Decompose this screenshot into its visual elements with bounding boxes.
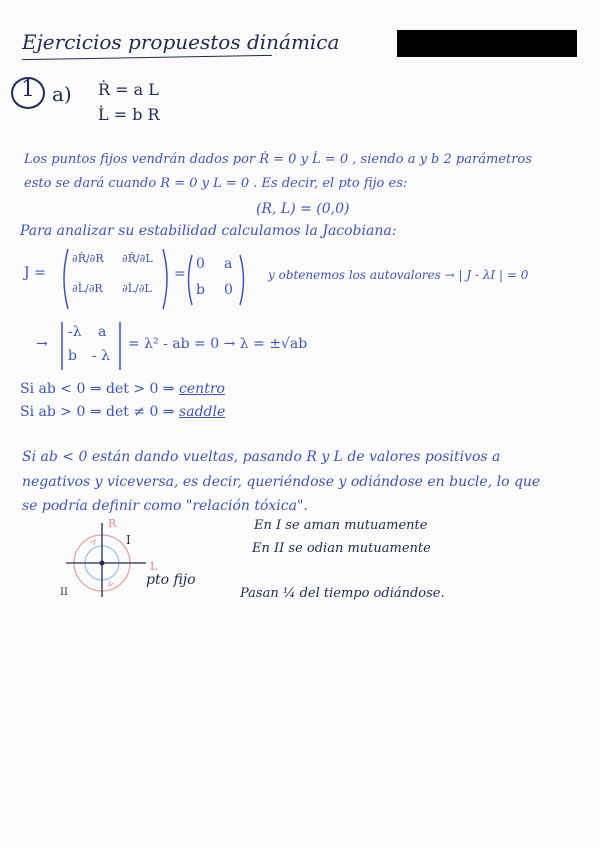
text-line-3: Para analizar su estabilidad calculamos la Jacobiana: [20,223,397,239]
case-2-prefix: Si ab > 0 ⇒ det ≠ 0 ⇒ [20,404,175,420]
jacobian-m11: ∂Ṙ/∂R [72,252,104,265]
axis-label-l: L [150,560,158,573]
redacted-name-block [397,30,577,57]
text-line-2: esto se dará cuando R = 0 y L = 0 . Es decir, el pto fijo es: [24,176,408,191]
value-m22: 0 [224,282,233,298]
exercise-number: 1 [21,77,35,102]
case-2-word: saddle [179,404,226,420]
jacobian-m21: ∂L̇/∂R [72,282,103,295]
jacobian-label: J = [24,265,46,281]
fixed-point: (R, L) = (0,0) [256,201,350,217]
exercise-part: a) [52,82,72,106]
value-m12: a [224,256,233,272]
jacobian-m12: ∂Ṙ/∂L [122,252,153,265]
det-b: a [98,324,107,340]
text-line-1: Los puntos fijos vendrán dados por Ṙ = 0 y L̇ = 0 , siendo a y b 2 parámetros [24,152,532,167]
det-bars [56,318,126,374]
note-2: En II se odian mutuamente [252,541,431,556]
det-a: -λ [68,324,82,340]
case-1-word: centro [179,381,225,397]
case-2 [20,404,225,420]
page-title: Ejercicios propuestos dinámica [22,30,340,54]
note-1: En I se aman mutuamente [254,518,428,533]
equation-l: L̇ = b R [98,105,160,124]
para-line-1: Si ab < 0 están dando vueltas, pasando R y L de valores positivos a [22,449,501,465]
jacobian-tail: y obtenemos los autovalores → | J - λI | = 0 [268,268,529,282]
fixed-point-label: pto fijo [146,572,196,588]
axis-label-r: R [108,517,117,530]
quadrant-label-i: I [126,533,131,547]
det-result: = λ² - ab = 0 → λ = ±√ab [128,336,308,352]
value-matrix-brackets [184,252,248,308]
case-1 [20,381,225,397]
para-line-3: se podría definir como "relación tóxica". [22,498,308,514]
quadrant-label-ii: II [60,587,68,598]
value-m21: b [196,282,205,298]
phase-diagram [60,515,150,605]
det-d: - λ [92,348,111,364]
para-line-2: negativos y viceversa, es decir, queriéndose y odiándose en bucle, lo que [22,474,541,490]
equals-sign: = [174,266,186,282]
value-m11: 0 [196,256,205,272]
case-1-prefix: Si ab < 0 ⇒ det > 0 ⇒ [20,381,175,397]
det-arrow: → [36,336,48,352]
title-underline [22,55,272,60]
equation-r: Ṙ = a L [98,80,159,99]
det-c: b [68,348,77,364]
note-3: Pasan ¼ del tiempo odiándose. [240,586,445,601]
jacobian-m22: ∂L̇/∂L [122,282,152,295]
